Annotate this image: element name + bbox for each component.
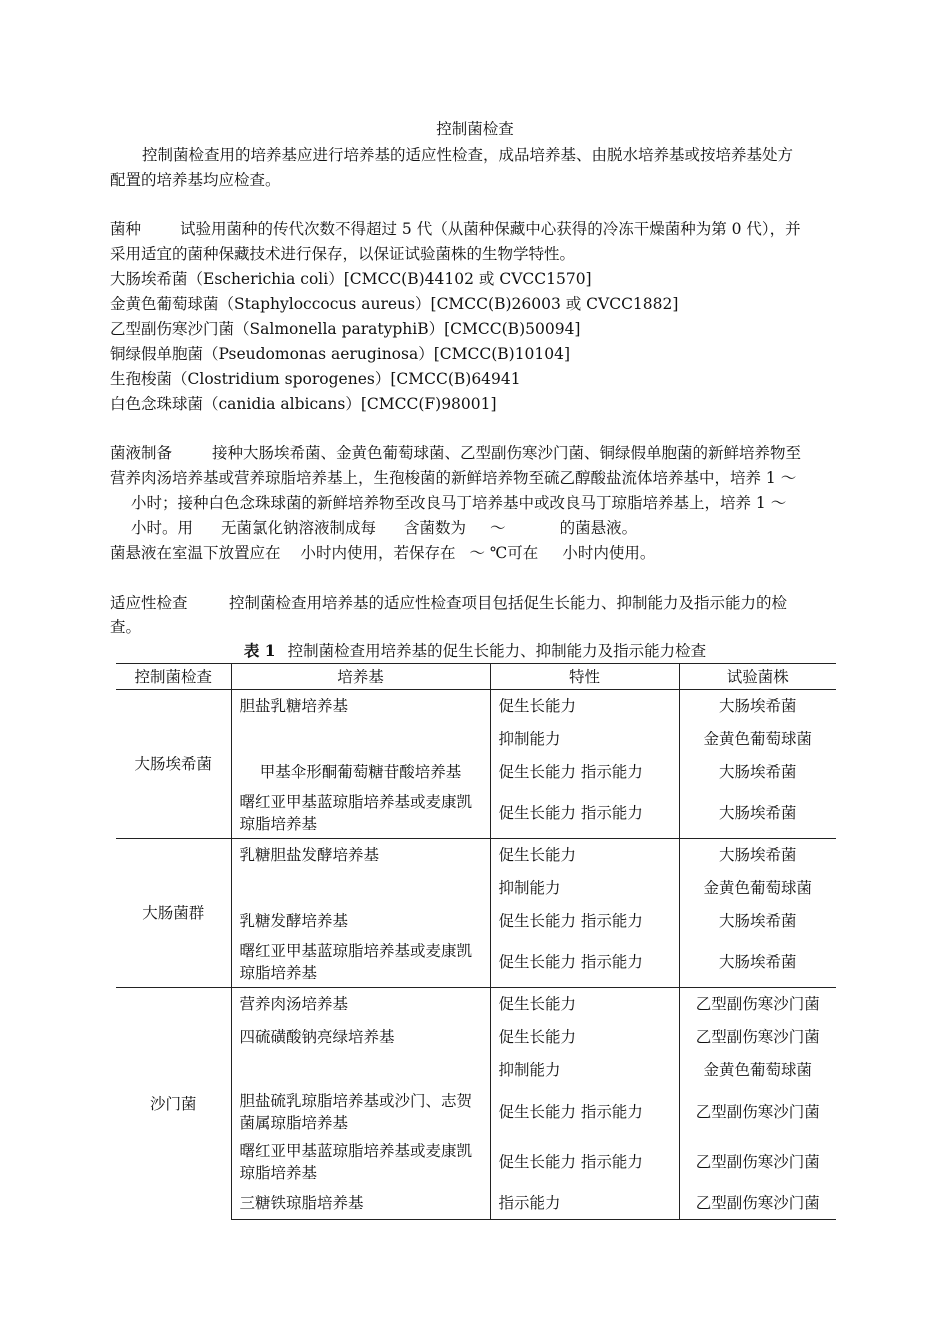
suspension-line-5-part: 小时内使用，若保存在 <box>300 544 456 562</box>
group-cell: 大肠菌群 <box>116 839 231 988</box>
medium-cell <box>231 872 490 905</box>
table-row <box>116 988 836 1021</box>
suspension-line-5-part: 菌悬液在室温下放置应在 <box>110 544 281 562</box>
strain-cell: 大肠埃希菌 <box>718 763 797 781</box>
intro-line-2: 配置的培养基均应检查。 <box>110 171 281 189</box>
suspension-line-5-part: ～ ℃可在 <box>469 544 539 562</box>
property-cell: 促生长能力 指示能力 <box>490 1087 679 1137</box>
medium-cell: 甲基伞形酮葡萄糖苷酸培养基 <box>231 756 490 789</box>
medium-cell: 曙红亚甲基蓝琼脂培养基或麦康凯琼脂培养基 <box>231 1137 490 1187</box>
medium-cell: 三糖铁琼脂培养基 <box>231 1187 490 1220</box>
medium-cell <box>231 1054 490 1087</box>
suspension-line-1: 接种大肠埃希菌、金黄色葡萄球菌、乙型副伤寒沙门菌、铜绿假单胞菌的新鲜培养物至 <box>212 444 802 462</box>
strain-item: 铜绿假单胞菌（Pseudomonas aeruginosa）[CMCC(B)10104] <box>110 345 571 363</box>
suspension-line-4-part: 含菌数为 <box>404 519 467 537</box>
strain-item: 大肠埃希菌（Escherichia coli）[CMCC(B)44102 或 CVCC1570] <box>110 270 592 288</box>
strain-item: 金黄色葡萄球菌（Staphyloccocus aureus）[CMCC(B)26003 或 CVCC1882] <box>110 295 679 313</box>
medium-cell: 曙红亚甲基蓝琼脂培养基或麦康凯琼脂培养基 <box>231 789 490 839</box>
suspension-line-5-part: 小时内使用。 <box>562 544 656 562</box>
suspension-line-4-part: 无菌氯化钠溶液制成每 <box>221 519 377 537</box>
property-cell: 促生长能力 指示能力 <box>490 789 679 839</box>
strains-line-1: 试验用菌种的传代次数不得超过 5 代（从菌种保藏中心获得的冷冻干燥菌种为第 0 代），并 <box>180 220 801 238</box>
property-cell: 促生长能力 指示能力 <box>490 905 679 938</box>
suspension-line-5 <box>110 542 655 564</box>
strain-cell: 乙型副伤寒沙门菌 <box>695 1152 820 1171</box>
strain-cell: 金黄色葡萄球菌 <box>703 730 812 748</box>
property-cell: 促生长能力 指示能力 <box>490 1137 679 1187</box>
property-cell: 促生长能力 指示能力 <box>490 756 679 789</box>
strain-item: 乙型副伤寒沙门菌（Salmonella paratyphiB）[CMCC(B)50094] <box>110 320 581 338</box>
page-title: 控制菌检查 <box>436 120 514 138</box>
table-caption <box>0 639 950 661</box>
suspension-heading: 菌液制备 <box>110 444 173 462</box>
suitability-heading: 适应性检查 <box>110 594 188 612</box>
column-header: 试验菌株 <box>679 664 836 690</box>
suitability-line-1: 控制菌检查用培养基的适应性检查项目包括促生长能力、抑制能力及指示能力的检 <box>229 594 788 612</box>
control-bacteria-table <box>116 663 836 1220</box>
medium-cell: 乳糖发酵培养基 <box>231 905 490 938</box>
suspension-line-4-part: 的菌悬液。 <box>559 519 638 537</box>
medium-cell: 胆盐硫乳琼脂培养基或沙门、志贺菌属琼脂培养基 <box>231 1087 490 1137</box>
strains-line-2: 采用适宜的菌种保藏技术进行保存，以保证试验菌株的生物学特性。 <box>110 245 576 263</box>
suspension-line-2: 营养肉汤培养基或营养琼脂培养基上，生孢梭菌的新鲜培养物至硫乙醇酸盐流体培养基中，培养 1 ～ <box>110 469 797 487</box>
strains-heading: 菌种 <box>110 220 142 238</box>
property-cell: 促生长能力 <box>490 690 679 723</box>
property-cell: 抑制能力 <box>490 1054 679 1087</box>
group-cell: 大肠埃希菌 <box>116 690 231 839</box>
column-header: 培养基 <box>231 664 490 690</box>
column-header: 特性 <box>490 664 679 690</box>
strain-cell: 大肠埃希菌 <box>718 953 797 972</box>
property-cell: 抑制能力 <box>490 872 679 905</box>
medium-cell: 四硫磺酸钠亮绿培养基 <box>231 1021 490 1054</box>
suitability-line-2: 查。 <box>110 618 142 636</box>
strain-cell: 大肠埃希菌 <box>718 912 797 930</box>
strain-cell: 大肠埃希菌 <box>679 690 836 723</box>
medium-cell: 曙红亚甲基蓝琼脂培养基或麦康凯琼脂培养基 <box>231 938 490 988</box>
suspension-line-3: 小时；接种白色念珠球菌的新鲜培养物至改良马丁培养基中或改良马丁琼脂培养基上，培养 1 ～ <box>131 494 787 512</box>
strain-cell: 大肠埃希菌 <box>679 839 836 872</box>
property-cell: 促生长能力 指示能力 <box>490 938 679 988</box>
strain-item: 生孢梭菌（Clostridium sporogenes）[CMCC(B)64941 <box>110 370 521 388</box>
medium-cell: 胆盐乳糖培养基 <box>231 690 490 723</box>
property-cell: 抑制能力 <box>490 723 679 756</box>
medium-cell: 乳糖胆盐发酵培养基 <box>231 839 490 872</box>
strain-cell: 乙型副伤寒沙门菌 <box>695 1102 820 1121</box>
table-row <box>116 839 836 872</box>
table-caption-label: 表 1 <box>243 641 276 660</box>
property-cell: 促生长能力 <box>490 988 679 1021</box>
medium-cell: 营养肉汤培养基 <box>231 988 490 1021</box>
group-cell: 沙门菌 <box>116 988 231 1220</box>
property-cell: 指示能力 <box>490 1187 679 1220</box>
strain-cell: 乙型副伤寒沙门菌 <box>679 1187 836 1220</box>
table-caption-text: 控制菌检查用培养基的促生长能力、抑制能力及指示能力检查 <box>287 642 707 660</box>
strain-cell: 大肠埃希菌 <box>718 804 797 823</box>
table-row <box>116 690 836 723</box>
strain-cell: 乙型副伤寒沙门菌 <box>679 988 836 1021</box>
suspension-line-4-part: 小时。用 <box>131 519 194 537</box>
table-header-row <box>116 664 836 690</box>
strain-cell: 金黄色葡萄球菌 <box>703 1061 812 1079</box>
column-header: 控制菌检查 <box>116 664 231 690</box>
suspension-line-4 <box>131 517 637 539</box>
medium-cell <box>231 723 490 756</box>
suspension-line-4-part: ～ <box>490 519 506 537</box>
strain-item: 白色念珠球菌（canidia albicans）[CMCC(F)98001] <box>110 395 497 413</box>
property-cell: 促生长能力 <box>490 1021 679 1054</box>
property-cell: 促生长能力 <box>490 839 679 872</box>
intro-line-1: 控制菌检查用的培养基应进行培养基的适应性检查，成品培养基、由脱水培养基或按培养基处方 <box>142 146 794 164</box>
strain-cell: 乙型副伤寒沙门菌 <box>695 1028 820 1046</box>
strain-cell: 金黄色葡萄球菌 <box>703 879 812 897</box>
